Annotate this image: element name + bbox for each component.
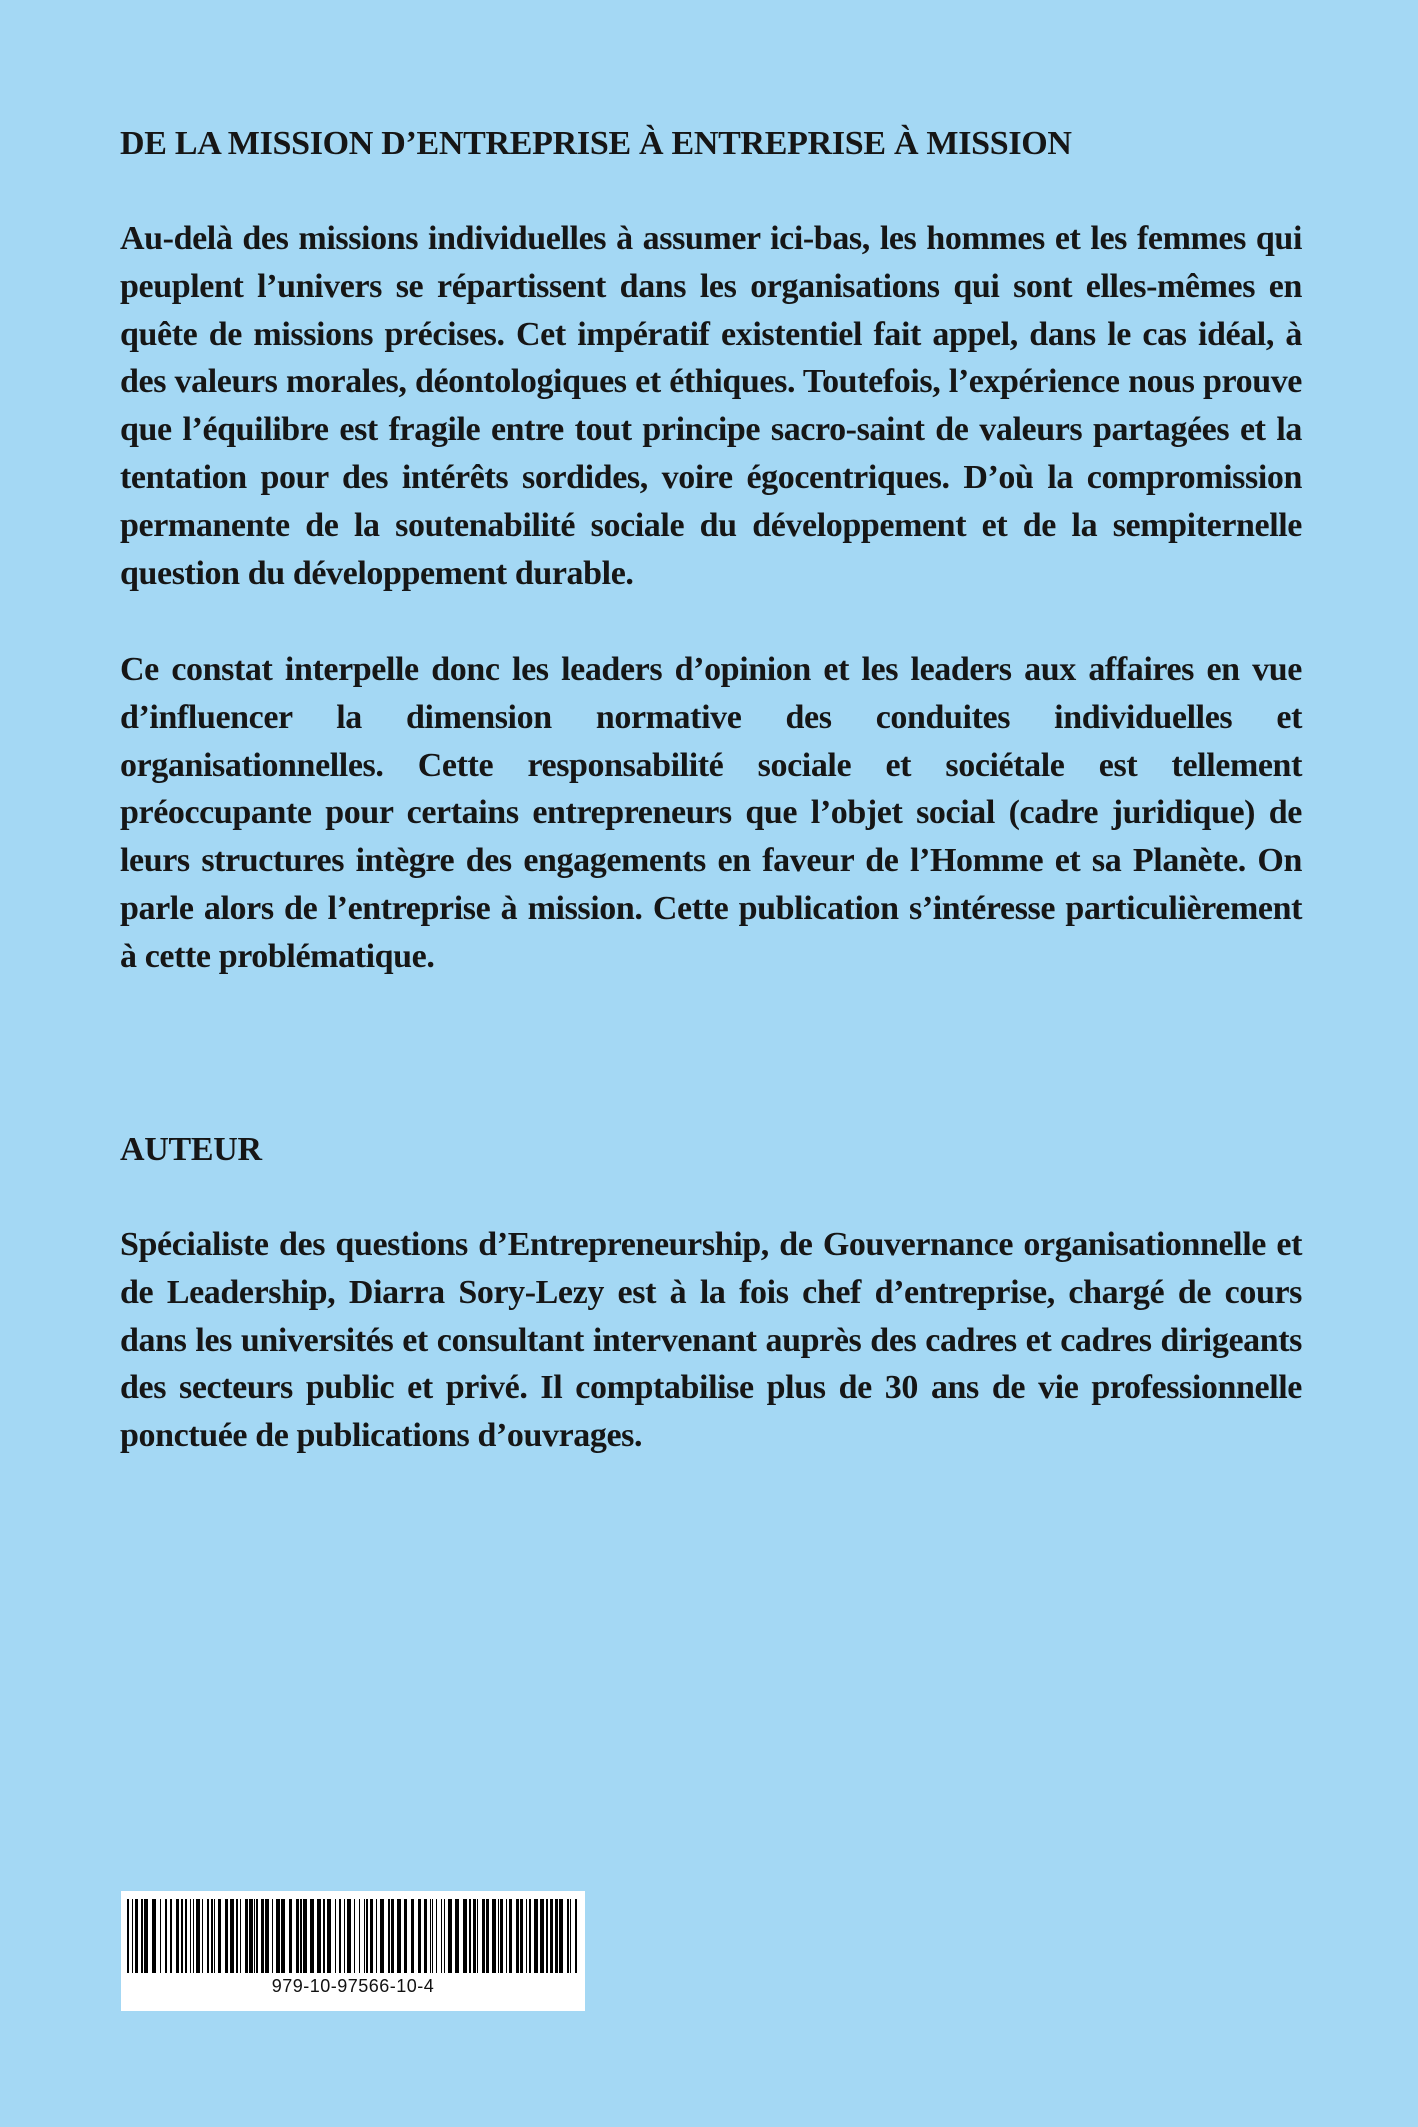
- barcode-bar: [380, 1899, 384, 1973]
- barcode-bar: [448, 1899, 452, 1973]
- barcode-bar: [469, 1899, 471, 1973]
- isbn-barcode: [121, 1891, 585, 2011]
- barcode-bar: [207, 1899, 209, 1973]
- barcode-bar: [529, 1899, 531, 1973]
- barcode-bar: [347, 1899, 351, 1973]
- barcode-bar: [575, 1899, 577, 1973]
- barcode-bar: [404, 1899, 407, 1973]
- barcode-bar: [185, 1899, 187, 1973]
- paragraph-author-bio: Spécialiste des questions d’Entrepreneurship, de Gouvernance organisationnelle et de Leadership, Diarra Sory-Lezy est à la fois chef d’entreprise, chargé de cours dans les universités et consultant intervenant auprès des cadres et cadres dirigeants des secteurs public et privé. Il comptabilise plus de 30 ans de vie professionnelle ponctuée de publications d’ouvrages.: [120, 1226, 1302, 1455]
- barcode-bar: [254, 1899, 255, 1973]
- barcode-bar: [190, 1899, 191, 1973]
- barcode-bar: [473, 1899, 476, 1973]
- barcode-bar: [165, 1899, 167, 1973]
- barcode-bar: [160, 1899, 161, 1973]
- barcode-bar: [520, 1899, 523, 1973]
- barcode-bar: [366, 1899, 368, 1973]
- barcode-bar: [211, 1899, 213, 1973]
- barcode-bar: [276, 1899, 280, 1973]
- barcode-bar: [559, 1899, 563, 1973]
- barcode-bar: [261, 1899, 264, 1973]
- barcode-bar: [391, 1899, 394, 1973]
- barcode-bar: [144, 1899, 148, 1973]
- barcode-bar: [236, 1899, 238, 1973]
- barcode-bar: [418, 1899, 421, 1973]
- barcode-bar: [540, 1899, 544, 1973]
- barcode-bar: [225, 1899, 228, 1973]
- barcode-bar: [249, 1899, 253, 1973]
- barcode-bars: [125, 1899, 581, 1973]
- barcode-bar: [546, 1899, 548, 1973]
- barcode-bar: [240, 1899, 241, 1973]
- barcode-bar: [477, 1899, 478, 1973]
- barcode-bar: [388, 1899, 390, 1973]
- barcode-bar: [141, 1899, 143, 1973]
- barcode-bar: [218, 1899, 221, 1973]
- barcode-bar: [281, 1899, 285, 1973]
- barcode-bar: [498, 1899, 499, 1973]
- barcode-bar: [430, 1899, 431, 1973]
- barcode-bar: [300, 1899, 302, 1973]
- barcode-bar: [397, 1899, 401, 1973]
- barcode-bar: [327, 1899, 331, 1973]
- barcode-bar: [444, 1899, 445, 1973]
- barcode-bar: [441, 1899, 442, 1973]
- barcode-bar: [202, 1899, 203, 1973]
- barcode-bar: [354, 1899, 355, 1973]
- barcode-bar: [176, 1899, 179, 1973]
- barcode-bar: [256, 1899, 258, 1973]
- barcode-bar: [193, 1899, 194, 1973]
- barcode-bar: [550, 1899, 553, 1973]
- barcode-bar: [570, 1899, 571, 1973]
- barcode-bar: [317, 1899, 321, 1973]
- barcode-bar: [534, 1899, 538, 1973]
- barcode-bar: [555, 1899, 558, 1973]
- barcode-bar: [303, 1899, 307, 1973]
- barcode-bar: [424, 1899, 427, 1973]
- barcode-bar: [411, 1899, 414, 1973]
- barcode-bar: [272, 1899, 273, 1973]
- barcode-bar: [196, 1899, 200, 1973]
- barcode-bar: [432, 1899, 433, 1973]
- paragraph-mission-intro: Au-delà des missions individuelles à assumer ici-bas, les hommes et les femmes qui peuplent l’univers se répartissent dans les organisations qui sont elles-mêmes en quête de missions précises. Cet impératif existentiel fait appel, dans le cas idéal, à des valeurs morales, déontologiques et éthiques. Toutefois, l’expérience nous prouve que l’équilibre est fragile entre tout principe sacro-saint de valeurs partagées et la tentation pour des intérêts sordides, voire égocentriques. D’où la compromission permanente de la soutenabilité sociale du développement et de la sempiternelle question du développement durable.: [120, 220, 1302, 592]
- barcode-bar: [296, 1899, 299, 1973]
- barcode-bar: [230, 1899, 234, 1973]
- isbn-number: 979-10-97566-10-4: [271, 1976, 435, 1996]
- barcode-bar: [526, 1899, 527, 1973]
- barcode-bar: [500, 1899, 503, 1973]
- barcode-bar: [310, 1899, 314, 1973]
- barcode-bar: [344, 1899, 345, 1973]
- barcode-bar: [135, 1899, 138, 1973]
- barcode-bar: [214, 1899, 215, 1973]
- barcode-bar: [486, 1899, 489, 1973]
- barcode-bar: [170, 1899, 172, 1973]
- section-title-author: AUTEUR: [120, 1131, 262, 1168]
- barcode-bar: [323, 1899, 325, 1973]
- barcode-bar: [245, 1899, 248, 1973]
- barcode-bar: [335, 1899, 336, 1973]
- barcode-bar: [289, 1899, 292, 1973]
- section-title-mission: DE LA MISSION D’ENTREPRISE À ENTREPRISE À MISSION: [120, 125, 1072, 162]
- barcode-bar: [127, 1899, 129, 1973]
- barcode-bar: [516, 1899, 519, 1973]
- barcode-bar: [463, 1899, 467, 1973]
- barcode-bar: [567, 1899, 569, 1973]
- barcode-bar: [376, 1899, 377, 1973]
- barcode-bar: [132, 1899, 133, 1973]
- barcode-bar: [152, 1899, 156, 1973]
- barcode-bar: [506, 1899, 507, 1973]
- barcode-bar: [359, 1899, 360, 1973]
- barcode-bar: [364, 1899, 365, 1973]
- barcode-bar: [509, 1899, 512, 1973]
- barcode-bar: [370, 1899, 373, 1973]
- barcode-bar: [455, 1899, 459, 1973]
- barcode-bar: [181, 1899, 183, 1973]
- barcode-bar: [482, 1899, 485, 1973]
- barcode-bar: [265, 1899, 269, 1973]
- barcode-bar: [339, 1899, 341, 1973]
- barcode-bar: [436, 1899, 437, 1973]
- paragraph-mission-detail: Ce constat interpelle donc les leaders d’opinion et les leaders aux affaires en vue d’influencer la dimension normative des conduites individuelles et organisationnelles. Cette responsabilité sociale et sociétale est tellement préoccupante pour certains entrepreneurs que l’objet social (cadre juridique) de leurs structures intègre des engagements en faveur de l’Homme et sa Planète. On parle alors de l’entreprise à mission. Cette publication s’intéresse particulièrement à cette problématique.: [120, 651, 1302, 975]
- barcode-bar: [492, 1899, 496, 1973]
